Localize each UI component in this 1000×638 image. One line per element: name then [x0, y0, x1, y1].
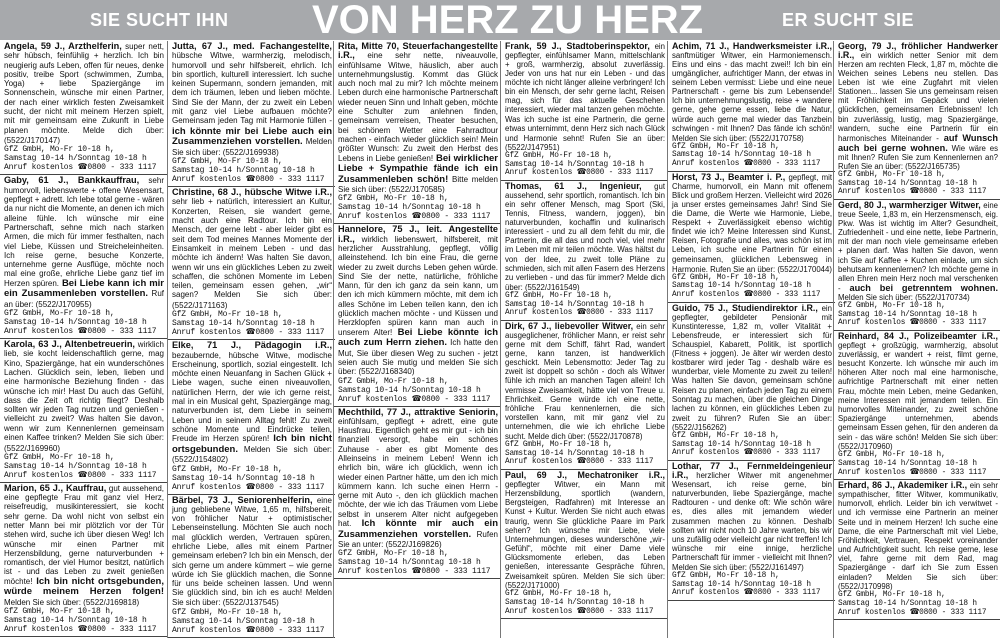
ad-highlight: Bei Liebe könnte ich auch zum Herrn ziehen.	[338, 326, 498, 349]
ad-text	[672, 42, 832, 143]
ad-reference-code: (5522/J170044)	[775, 264, 832, 274]
contact-line2: Samstag 10-14 h/Sonntag 10-18 h	[338, 203, 481, 213]
ad-highlight: Ich bin nicht ortsgebunden, würde meinem Herzen folgen!	[4, 575, 164, 598]
ad-body: ein sehr ausgeglichener, fröhlicher Mann, er reist sehr gerne mit dem Schiff, fährt Rad, wandert gerne, kann tanzen, ist handwerklich geschickt. Mein Lebensmotto: Jeder Tag zu zweit ist doppelt so schön - doch als Witwer fühle ich mich an manchen Tagen allein! Ich vermisse Zweisamkeit, hätte viel von Treue u. Ehrlichkeit. Gerne würde ich eine nette, fröhliche Frau kennenlernen, die sich vorstellen kann, mit mir ganz viel zu unternehmen, die wie ich ehrliche Liebe sucht. Melde dich über:	[505, 322, 665, 441]
ad-body: sehr humorvoll, liebenswerte + offene Wesensart, gepflegt + adrett. Ich lebe total gerne - wären da nur nicht die Momente, an denen ich mich alleine fühle. Ich wünsche mir eine Partnerschaft, sehne mich nach starken Armen, die mich für immer festhalten, nach viel Liebe, Küssen und Streicheleinheiten. Ich reise gerne, besuche Konzerte, unternehme gerne Ausflüge, möchte noch mal eine große, ehrliche Liebe ganz tief im Herzen spüren.	[4, 176, 164, 288]
ad-contact	[172, 465, 332, 492]
contact-line2: Samstag 10-14 h/Sonntag 10-18 h	[4, 461, 147, 471]
ad-text	[338, 408, 498, 550]
ad-body: eine sehr nette, niveauvolle, einfühlsame Witwe, häuslich, aber auch unternehmungslustig. Kommt das Glück auch noch mal zu mir? Ich möchte meinem Leben durch eine harmonische Partnerschaft wieder neuen Sinn und Inhalt geben, möchte eine Schulter zum anlehnen finden, gemeinsam verreisen, Theater besuchen, bei schönem Wetter eine Fahrradtour machen - einfach wieder glücklich sein! Mein größter Wunsch: Zu zweit den Herbst des Lebens in Liebe genießen!	[338, 51, 498, 163]
ad-reference-code: (5522/J170147)	[4, 136, 61, 146]
ad-contact	[505, 441, 665, 467]
contact-line3[interactable]: Anruf kostenlos ☎0800 - 333 1117	[838, 468, 987, 477]
ad-headline: Achim, 71 J., Handwerksmeister i.R.,	[672, 41, 832, 51]
ad-highlight: Ich könnte mir auch ein Zusammenziehen vorstellen.	[338, 518, 498, 540]
ad-reference-code: (5522/J169960)	[4, 443, 61, 453]
ad-headline: Mechthild, 77 J., attraktive Seniorin,	[338, 406, 498, 417]
personal-ad	[334, 41, 501, 224]
ad-body: sanftmütiger Witwer, ein Harmoniemensch. Eins und eins - das macht zwei!! Ich bin ein umgänglicher, aufrichtiger Mann, der etwas in seinem Leben vermisst: Liebe und eine neue Partnerschaft - gerne bis zum Lebensende! Ich bin unternehmungslustig, reise + wandere gerne, gehe gerne essen, liebe die Natur, würde auch gerne mal wieder das Tanzbein schwingen - mit Ihnen? Das fände ich schön! Melden Sie sich über:	[672, 51, 832, 143]
ad-body: sehr lieb + natürlich, interessiert an Kultur, Konzerten, Reisen, sie wandert gerne, macht auch eine Radtour. Ich bin ein Mensch, der gerne lebt - aber leider gibt es seit dem Tod meines Mannes Momente der Einsamkeit in meinem Leben - und das möchte ich ändern! Was halten Sie davon, wenn wir uns ein glückliches Leben zu zweit schaffen, die schönen Momente im Leben teilen, gemeinsam essen gehen, „wir“ sagen? Melden Sie sich über:	[172, 197, 332, 300]
ad-headline: Lothar, 77 J., Fernmeldeingenieur i.R.,	[672, 461, 832, 481]
ad-headline: Dirk, 67 J., liebevoller Witwer,	[505, 321, 634, 332]
ad-reference-code: Rufen Sie an unter: (5522/J169826)	[338, 529, 498, 550]
contact-line1: GfZ GmbH, Mo-Fr 10-18 h,	[838, 591, 946, 600]
ad-reference-code: (5522/J156262)	[672, 422, 727, 432]
personal-ad	[668, 41, 835, 172]
ad-reference-code: Wie wäre es mit Ihnen? Rufen Sie zum Kennenlernen an? Rufen Sie an über: (5522/J165735)	[838, 143, 998, 171]
contact-line3[interactable]: Anruf kostenlos ☎0800 - 333 1117	[172, 328, 325, 338]
ad-text	[338, 225, 498, 376]
ad-text	[338, 42, 498, 194]
contact-line1: GfZ GmbH, Mo-Fr 10-18 h,	[172, 464, 283, 474]
ad-contact	[838, 302, 998, 328]
contact-line2: Samstag 10-14 h/Sonntag 10-18 h	[338, 558, 481, 568]
ad-body: ein wirklich netter Senior mit dem Herzen am rechten Fleck, 1,87 m, möchte die Weichen seines Lebens neu stellen. Das Leben ist wie eine Zugfahrt mit vielen Stationen... lassen Sie uns gemeinsam reisen mit Fröhlichkeit im Gepäck und vielen glücklichen, gemeinsamen Erlebnissen! Ich bin zuverlässig, lustig, mag Spaziergänge, wandern, suche eine Partnerin für ein harmonisches Miteinander -	[838, 51, 998, 143]
ad-contact	[838, 171, 998, 197]
contact-line2: Samstag 10-14 h/Sonntag 10-18 h	[672, 440, 811, 449]
ad-reference-code: (5522/J171000)	[505, 580, 560, 590]
ad-contact	[672, 572, 832, 598]
ad-headline: Georg, 79 J., fröhlicher Handwerker i.R.,	[838, 41, 998, 61]
ad-body: gepflegter Witwer, ein Mann mit Herzensbildung, sportlich (wandern, Bergsteigen, Radfahren) mit Interesse an Kunst + Kultur. Werden Sie nicht auch etwas traurig, wenn Sie glückliche Paare im Park sehen? Ich wünsche mir Liebe, viele Unternehmungen, dieses wunderschöne „wir-Gefühl“, möchte mit einer Dame viele Glücksmomente erleben, das Leben genießen, interessante Gespräche führen, Zweisamkeit spüren. Melden Sie sich über:	[505, 480, 665, 581]
contact-line1: GfZ GmbH, Mo-Fr 10-18 h,	[672, 142, 780, 151]
contact-line1: GfZ GmbH, Mo-Fr 10-18 h,	[672, 273, 780, 282]
ad-column	[500, 41, 668, 638]
contact-line3[interactable]: Anruf kostenlos ☎0800 - 333 1117	[505, 169, 654, 178]
contact-line1: GfZ GmbH, Mo-Fr 10-18 h,	[838, 301, 946, 310]
ad-reference-code: Ich hatte den Mut, Sie über diesen Weg zu suchen - jetzt seien auch Sie mutig und melden Sie sich über: (5522/J168340)	[338, 338, 498, 377]
personal-ad	[501, 41, 668, 181]
ad-headline: Erhard, 86 J., Akademiker i.R.,	[838, 480, 968, 491]
ad-text	[505, 322, 665, 441]
contact-line3[interactable]: Anruf kostenlos ☎0800 - 333 1117	[4, 470, 157, 480]
contact-line2: Samstag 10-14 h/Sonntag 10-18 h	[672, 151, 811, 160]
personal-ad	[834, 200, 1000, 331]
contact-line3[interactable]: Anruf kostenlos ☎0800 - 333 1117	[672, 291, 821, 300]
ad-column	[667, 41, 835, 638]
ad-body: gut aussehend, sehr sportlich, romantisch. Ich bin ein sehr offener Mensch, mag Sport (Ski, Tennis, Fitness, wandern, joggen), bin naturverbunden, kochaffin und kulinarisch interessiert - und zu all dem fehlt du mir, die Partnerin, die all das und noch viel, viel mehr im Leben mit mir teilen möchte. Was hältst du von der Idee, zu zweit tolle Pläne zu schmieden, sich mit allen Fasern des Herzens zu verlieben - und das für immer? Melde dich über:	[505, 182, 665, 292]
ad-column	[333, 41, 501, 638]
contact-line2: Samstag 10-14 h/Sonntag 10-18 h	[838, 459, 977, 468]
contact-line2: Samstag 10-14 h/Sonntag 10-18 h	[505, 598, 644, 607]
ad-text	[4, 176, 164, 309]
contact-line1: GfZ GmbH, Mo-Fr 10-18 h,	[4, 607, 115, 617]
ad-reference-code: Melden Sie sich über: (5522/J154802)	[172, 444, 332, 465]
ad-contact	[505, 292, 665, 318]
contact-line2: Samstag 10-14 h/Sonntag 10-18 h	[838, 179, 977, 188]
ad-text	[838, 201, 998, 302]
ad-contact	[172, 608, 332, 635]
ad-highlight: auch bei getrenntem wohnen.	[840, 282, 998, 293]
personal-ad	[0, 41, 167, 175]
ad-headline: Rita, Mitte 70, Steuerfachangestellte i.R.,	[338, 41, 498, 61]
ad-body: gepflegt + großzügig, warmherzig, absolut zuverlässig, er wandert + reist, filmt gerne, besucht Konzerte. Ich wünsche mir auch im höheren Alter noch mal eine harmonische, aufrichtige Partnerschaft mit einer netten Frau, möchte mein Leben, meine Gedanken, meine Interessen mit jemandem teilen. Ein humorvolles Miteinander, zu zweit schöne Spaziergänge unternehmen, abends gemeinsam Essen gehen, für den anderen da sein - das wäre schön! Melden Sie sich über:	[838, 341, 998, 442]
contact-line1: GfZ GmbH, Mo-Fr 10-18 h,	[838, 170, 946, 179]
ad-text	[4, 484, 164, 607]
ad-text	[672, 462, 832, 572]
ad-reference-code: (5522/J161549)	[522, 282, 580, 292]
ad-text	[172, 188, 332, 310]
ad-text	[838, 481, 998, 591]
ad-highlight: Bei Liebe kann ich mir ein Zusammenleben vorstellen.	[4, 277, 164, 300]
ad-text	[505, 471, 665, 590]
personal-ad	[834, 41, 1000, 200]
contact-line3[interactable]: Anruf kostenlos ☎0800 - 333 1117	[338, 567, 491, 577]
contact-line3[interactable]: Anruf kostenlos ☎0800 - 333 1117	[172, 482, 325, 492]
ad-highlight: Ich bin nicht ortsgebunden.	[172, 433, 332, 455]
contact-line3[interactable]: Anruf kostenlos ☎0800 - 333 1117	[838, 319, 987, 328]
contact-line2: Samstag 10-14 h/Sonntag 10-18 h	[4, 154, 147, 164]
personal-ad	[834, 331, 1000, 480]
ad-column	[167, 41, 335, 638]
ad-column	[833, 41, 1000, 638]
ad-body: eine jung gebliebene Witwe, 1,65 m, hilfsbereit, von fröhlicher Natur + optimistischer Lebenseinstellung. Möchten Sie auch noch mal glücklich werden, Vertrauen spüren, ehrliche Liebe, alles mit einem Partner gemeinsam erleben? Ich bin ein Mensch, der sich gerne um andere kümmert – wie gerne würde ich Sie glücklich machen, die Sonne für uns beide scheinen lassen. Und wenn Sie glücklich sind, bin ich es auch! Melden Sie sich über:	[172, 495, 332, 607]
contact-line1: GfZ GmbH, Mo-Fr 10-18 h,	[505, 291, 613, 300]
ad-contact	[672, 432, 832, 458]
ad-headline: Paul, 69 J., Mechatroniker i.R.,	[505, 470, 665, 481]
ad-reference-code: (5522/J161497)	[746, 562, 804, 572]
contact-line3[interactable]: Anruf kostenlos ☎0800 - 333 1117	[838, 188, 987, 197]
ad-body: bezaubernde, hübsche Witwe, modische Erscheinung, sportlich, sozial eingestellt. Ich möchte einen Neuanfang in Sachen Glück + Liebe wagen, suche einen niveauvollen, natürlichen Herrn, der wie ich gerne reist, mal in ein Musical geht, Spaziergänge mag, naturverbunden ist, dem Liebe in seinem Leben und in seinem Alltag fehlt! Zu zweit schöne Momente und Eindrücke teilen, Freude im Herzen spüren!	[172, 350, 332, 444]
contact-line2: Samstag 10-14 h/Sonntag 10-18 h	[172, 617, 315, 627]
contact-line2: Samstag 10-14 h/Sonntag 10-18 h	[838, 310, 977, 319]
ad-text	[172, 42, 332, 157]
ad-body: eine treue Seele, 1,83 m, ein Herzensmensch, eig. Pkw. Was ist wichtig im Alter? Gesundheit, Zufriedenheit - und eine nette, liebe Partnerin, mit der man noch viele gemeinsame erleben + planen darf. Was halten Sie davon, wenn ich Sie auf Kaffee + Kuchen einlade, um sich behutsam kennenlernen? Ich möchte gerne in allen Ehren mein Herz noch mal verschenken -	[838, 201, 998, 293]
contact-line3[interactable]: Anruf kostenlos ☎0800 - 333 1117	[4, 625, 157, 635]
ad-column	[0, 41, 167, 638]
contact-line1: GfZ GmbH, Mo-Fr 10-18 h,	[672, 571, 780, 580]
ad-text	[672, 304, 832, 432]
ad-body: herzlicher Witwer mit angenehmer Wesensart, ich reise gerne, bin naturverbunden, liebe Spaziergänge, mache Radtouren - und denke oft: Wie schön wäre es, dies alles mit jemandem wieder zusammen machen zu können. Deshalb sollten wir nicht noch 10 Jahre warten, bis wir uns zufällig oder vielleicht gar nicht treffen! Ich wünsche mir eine innige, herzliche Partnerschaft für immer - vielleicht mit Ihnen? Melden Sie sich über:	[672, 471, 832, 572]
contact-line2: Samstag 10-14 h/Sonntag 10-18 h	[672, 580, 811, 589]
ad-body: hübsche Witwe, warmherzig, melodisch, humorvoll und sehr hilfsbereit, ehrlich. Ich bin sportlich, kulturell interessiert. Ich suche keinen Supermann, sondern jemanden, mit dem ich träumen, leben und lieben möchte. Sind Sie der Mann, der zu zweit ein Leben mit ganz viel Liebe aufbauen möchte? Gemeinsam jeden Tag mit Harmonie füllen -	[172, 51, 332, 126]
contact-line3[interactable]: Anruf kostenlos ☎0800 - 333 1117	[338, 212, 491, 222]
ad-contact	[4, 453, 164, 480]
personal-ad	[501, 470, 668, 619]
contact-line3[interactable]: Anruf kostenlos ☎0800 - 333 1117	[505, 458, 654, 467]
ad-text	[505, 182, 665, 292]
ad-body: wirklich liebenswert, hilfsbereit, mit herzlicher Ausstrahlung, gepflegt, völlig alleinstehend. Ich bin eine Frau, die gerne wieder zu zweit durchs Leben gehen würde. Sind Sie der nette, natürliche, fröhliche Mann, für den ich ganz da sein kann, um den ich mich kümmern möchte, mit dem ich alles Schöne im Leben teilen kann, den ich glücklich machen möchte - und Küssen und Herzklopfen spüren kann man auch in unserem Alter!	[338, 234, 498, 337]
personal-ad	[168, 41, 335, 187]
contact-line1: GfZ GmbH, Mo-Fr 10-18 h,	[838, 450, 946, 459]
section-label-left: SIE SUCHT IHN	[90, 10, 229, 30]
ad-text	[4, 340, 164, 453]
personal-ad	[168, 187, 335, 340]
ad-text	[172, 496, 332, 609]
ad-text	[505, 42, 665, 152]
personal-ad	[0, 175, 167, 339]
ad-reference-code: Bitte melden Sie sich über: (5522/J170585)	[338, 174, 498, 195]
personal-ad	[668, 172, 835, 303]
ad-contact	[172, 157, 332, 184]
ad-body: super nett, sehr hübsch, feinfühlig + herzlich. Ich bin neugierig aufs Leben, offen für neues, denke positiv, treibe Sport (schwimmen, Zumba, Yoga) + liebe Spaziergänge im Sonnenschein, wünsche mir einen Partner, der nach einer wirklich festen Zweisamkeit sucht, der nicht mit meinem Herzen spielt, mit mir gemeinsam eine Zukunft in Liebe planen möchte. Melde dich über:	[4, 42, 164, 135]
ad-contact	[4, 309, 164, 336]
contact-line2: Samstag 10-14 h/Sonntag 10-18 h	[672, 282, 811, 291]
contact-line1: GfZ GmbH, Mo-Fr 10-18 h,	[172, 157, 283, 167]
personal-ad	[168, 495, 335, 638]
personal-ad	[501, 321, 668, 470]
ad-reference-code: (5522/J137545)	[220, 597, 279, 607]
ad-body: gut aussehend, eine gepflegte Frau mit ganz viel Herz, reisefreudig, musikinteressiert, sie kocht sehr gerne. Da wohl nicht von selbst ein netter Mann bei mir plötzlich vor der Tür stehen wird, suche ich über diesen Weg! Ich wünsche mir einen Partner mit Herzensbildung, gerne naturverbunden + romantisch, der viel Humor besitzt, natürlich ist - und das Leben zu zweit genießen möchte!	[4, 483, 165, 586]
ad-contact	[338, 377, 498, 404]
contact-line1: GfZ GmbH, Mo-Fr 10-18 h,	[338, 376, 449, 386]
ad-highlight: ich könnte mir bei Liebe auch ein Zusammenziehen vorstellen.	[172, 125, 332, 148]
ad-contact	[4, 607, 164, 634]
ad-headline: Elke, 71 J., Pädagogin i.R.,	[172, 340, 332, 351]
ad-headline: Jutta, 67 J., med. Fachangestellte,	[172, 41, 332, 51]
ad-reference-code: Melden Sie sich über: (5522/J169818)	[4, 597, 140, 607]
section-label-right: ER SUCHT SIE	[781, 10, 914, 30]
personal-ad	[668, 303, 835, 461]
ad-highlight: Bei wirklicher Liebe + Sympathie fände ich ein Zusammenleben schön!	[338, 152, 499, 185]
ad-headline: Guido, 75 J., Studiendirektor i.R.,	[672, 302, 818, 313]
personal-ad	[0, 339, 167, 483]
ad-reference-code: (5522/J170998)	[838, 581, 893, 591]
contact-line3[interactable]: Anruf kostenlos ☎0800 - 333 1117	[172, 626, 325, 636]
contact-line3[interactable]: Anruf kostenlos ☎0800 - 333 1117	[672, 589, 821, 598]
ad-reference-code: Melden Sie sich über: (5522/J169938)	[172, 137, 332, 157]
contact-line3[interactable]: Anruf kostenlos ☎0800 - 333 1117	[505, 309, 654, 318]
ad-headline: Karola, 63 J., Altenbetreuerin,	[4, 339, 135, 350]
contact-line2: Samstag 10-14 h/Sonntag 10-18 h	[838, 599, 977, 608]
ad-headline: Horst, 73 J., Beamter i. P.,	[672, 171, 786, 182]
ad-contact	[838, 451, 998, 477]
contact-line1: GfZ GmbH, Mo-Fr 10-18 h,	[4, 145, 115, 155]
contact-line2: Samstag 10-14 h/Sonntag 10-18 h	[338, 385, 481, 395]
ad-contact	[338, 194, 498, 221]
ad-reference-code: (5522/J170960)	[838, 441, 893, 451]
ad-reference-code: (5522/J147951)	[505, 142, 560, 152]
ad-contact	[172, 310, 332, 337]
ad-headline: Christine, 68 J., hübsche Witwe i.R.,	[172, 187, 332, 198]
contact-line1: GfZ GmbH, Mo-Fr 10-18 h,	[4, 452, 115, 462]
ad-headline: Gerd, 80 J., warmherziger Witwer,	[838, 200, 981, 211]
contact-line1: GfZ GmbH, Mo-Fr 10-18 h,	[672, 431, 780, 440]
ad-body: einfühlsam, gepflegt + adrett, eine gute Hausfrau. Eigentlich geht es mir gut - ich bin finanziell versorgt, habe ein schönes Zuhause - aber es gibt Momente des Alleinseins in meinem Leben! Wenn ich ehrlich bin, wäre ich glücklich, wenn ich wieder einen Partner hätte, um den ich mich kümmern kann. Ich suche einen Herrn - gerne mit Auto -, den ich glücklich machen möchte, der wie ich das Träumen vom Liebe selbst in unserem Alter nicht aufgegeben hat.	[338, 416, 498, 529]
ad-body: ein gepflegter, gebildeter Pensionär mit Kunstinteresse, 1,82 m, voller Vitalität + Lebensfreude, er interessiert sich für Schauspiel, Kabarett, Politik, ist sportlich (Fitness + joggen). Je älter wir werden desto kostbarer wird jeder Tag - deshalb wäre es wunderbar, viele Momente zu zweit zu teilen! Was halten Sie davon, gemeinsam schöne Reisen zu planen, einfach jeden Tag zu einem Sonntag zu machen, über die gleichen Dinge lachen zu können, ein glückliches Leben zu zweit zu führen? Rufen Sie an über:	[672, 303, 832, 423]
personal-ad	[0, 483, 167, 637]
ad-columns	[0, 41, 1000, 638]
ad-text	[172, 341, 332, 464]
contact-line1: GfZ GmbH, Mo-Fr 10-18 h,	[505, 590, 613, 599]
contact-line3[interactable]: Anruf kostenlos ☎0800 - 333 1117	[172, 175, 325, 185]
contact-line1: GfZ GmbH, Mo-Fr 10-18 h,	[505, 151, 613, 160]
ad-contact	[338, 549, 498, 576]
ad-text	[838, 42, 998, 171]
contact-line2: Samstag 10-14 h/Sonntag 10-18 h	[172, 166, 315, 176]
contact-line1: GfZ GmbH, Mo-Fr 10-18 h,	[172, 608, 283, 618]
contact-line3[interactable]: Anruf kostenlos ☎0800 - 333 1117	[4, 327, 157, 337]
contact-line3[interactable]: Anruf kostenlos ☎0800 - 333 1117	[338, 394, 491, 404]
contact-line2: Samstag 10-14 h/Sonntag 10-18 h	[505, 300, 644, 309]
ad-body: wirklich lieb, sie kocht leidenschaftlich gerne, mag Kino, Spaziergänge, hat ein wunderschönes Lachen. Glücklich sein, leben, lieben und eine harmonische Beziehung finden - das wünsche ich mir! Hast Du auch das Gefühl, dass die Zeit oft richtig fliegt? Deshalb sollten wir jeden Tag nutzen und genießen - vielleicht zu zweit? Was halten Sie davon, wenn wir zum Kennenlernen gemeinsam einen Kaffee trinken? Melden Sie sich über:	[4, 340, 164, 442]
contact-line2: Samstag 10-14 h/Sonntag 10-18 h	[505, 160, 644, 169]
page-header	[0, 0, 1000, 40]
personal-ad	[501, 181, 668, 321]
contact-line3[interactable]: Anruf kostenlos ☎0800 - 333 1117	[672, 449, 821, 458]
ad-headline: Reinhard, 84 J., Polizeibeamter i.R.,	[838, 331, 998, 342]
ad-headline: Angela, 59 J., Arzthelferin,	[4, 41, 122, 51]
contact-line1: GfZ GmbH, Mo-Fr 10-18 h,	[172, 310, 283, 320]
personal-ad	[334, 224, 501, 406]
contact-line2: Samstag 10-14 h/Sonntag 10-18 h	[172, 473, 315, 483]
ad-reference-code: Melden Sie sich über: (5522/J170734)	[838, 292, 970, 302]
ad-headline: Frank, 59 J., Stadtoberinspektor,	[505, 41, 650, 51]
ad-contact	[505, 590, 665, 616]
personal-ad	[334, 407, 501, 580]
ad-contact	[672, 143, 832, 169]
ad-text	[838, 332, 998, 451]
ad-text	[672, 173, 832, 274]
contact-line3[interactable]: Anruf kostenlos ☎0800 - 333 1117	[4, 163, 157, 173]
ad-contact	[838, 591, 998, 617]
ad-headline: Marion, 65 J., Kauffrau,	[4, 482, 107, 493]
personal-ad	[668, 461, 835, 601]
ad-headline: Thomas, 61 J., Ingenieur,	[505, 181, 642, 192]
ad-text	[4, 42, 164, 145]
ad-headline: Bärbel, 73 J., Seniorenhelferin,	[172, 494, 313, 505]
ad-contact	[672, 274, 832, 300]
contact-line2: Samstag 10-14 h/Sonntag 10-18 h	[172, 319, 315, 329]
contact-line2: Samstag 10-14 h/Sonntag 10-18 h	[4, 616, 147, 626]
personal-ad	[168, 340, 335, 494]
ad-body: ein sehr sympathischer, fitter Witwer, kommunikativ, humorvoll, ehrlich. Leider bin ich verwitwet - und ich vermisse eine Partnerin an meiner Seite und in meinem Herzen! Ich suche eine Dame, die eine Partnerschaft mit viel Liebe, Fröhlichkeit, Vertrauen, Respekt voreinander und Aufrichtigkeit sucht. Ich reise gerne, lese viel, fahre gerne mit dem Rad, mag Spaziergänge - darf ich Sie zum Essen einladen? Melden Sie sich über:	[838, 481, 999, 582]
ad-highlight: auf Wunsch auch bei gerne wohnen.	[838, 132, 998, 153]
contact-line3[interactable]: Anruf kostenlos ☎0800 - 333 1117	[505, 607, 654, 616]
ad-body: ein gepflegter, einfühlsamer Mann, mittelschlank + groß, warmherzig, absolut zuverlässig. Jeder von uns hat nur ein Leben - und das möchte ich nicht länger alleine verbringen! Ich bin ein Mensch, der sehr gerne lacht, Reisen mag, sich für das aktuelle Geschehen interessiert, wieder mal tanzen gehen möchte. Was ich suche ist eine Partnerin, die gerne etwas unternimmt, denn Herz sich nach Glück und Harmonie sehnt! Rufen Sie an über:	[505, 42, 665, 143]
contact-line2: Samstag 10-14 h/Sonntag 10-18 h	[505, 449, 644, 458]
contact-line1: GfZ GmbH, Mo-Fr 10-18 h,	[505, 440, 613, 449]
ad-headline: Gaby, 61 J., Bankkauffrau,	[4, 175, 140, 186]
ad-reference-code: Ruf an über: (5522/J170955)	[4, 289, 164, 309]
contact-line2: Samstag 10-14 h/Sonntag 10-18 h	[4, 318, 147, 328]
contact-line3[interactable]: Anruf kostenlos ☎0800 - 333 1117	[838, 608, 987, 617]
contact-line3[interactable]: Anruf kostenlos ☎0800 - 333 1117	[672, 160, 821, 169]
ad-reference-code: (5522/J171163)	[172, 300, 228, 310]
ad-body: gepflegt, mit Charme, humorvoll, ein Mann mit offenem Blick und großem Herzen. Vielleicht wird 2026 ja unser erstes gemeinsames Jahr! Sind Sie die Dame, die Werte wie Harmonie, Liebe, Respekt + Zuverlässigkeit ebenso wichtig findet wie ich? Meine Interessen sind Kunst, Reisen, Fotografie und alles, was schön ist im Leben, ich suche eine Partnerin für einen gemeinsamen, glücklichen Lebensweg in Harmonie. Rufen Sie an über:	[672, 172, 832, 274]
page-title: VON HERZ ZU HERZ	[312, 0, 704, 42]
personal-ad	[834, 480, 1000, 620]
ad-reference-code: (5522/J170878)	[585, 431, 643, 441]
contact-line1: GfZ GmbH, Mo-Fr 10-18 h,	[338, 549, 449, 559]
contact-line1: GfZ GmbH, Mo-Fr 10-18 h,	[338, 194, 449, 204]
ad-reference-code: (5522/J170758)	[746, 133, 804, 143]
ad-headline: Hannelore, 75 J., leit. Angestellte i.R.,	[338, 224, 498, 244]
ad-contact	[505, 152, 665, 178]
ad-contact	[4, 145, 164, 172]
contact-line1: GfZ GmbH, Mo-Fr 10-18 h,	[4, 309, 115, 319]
